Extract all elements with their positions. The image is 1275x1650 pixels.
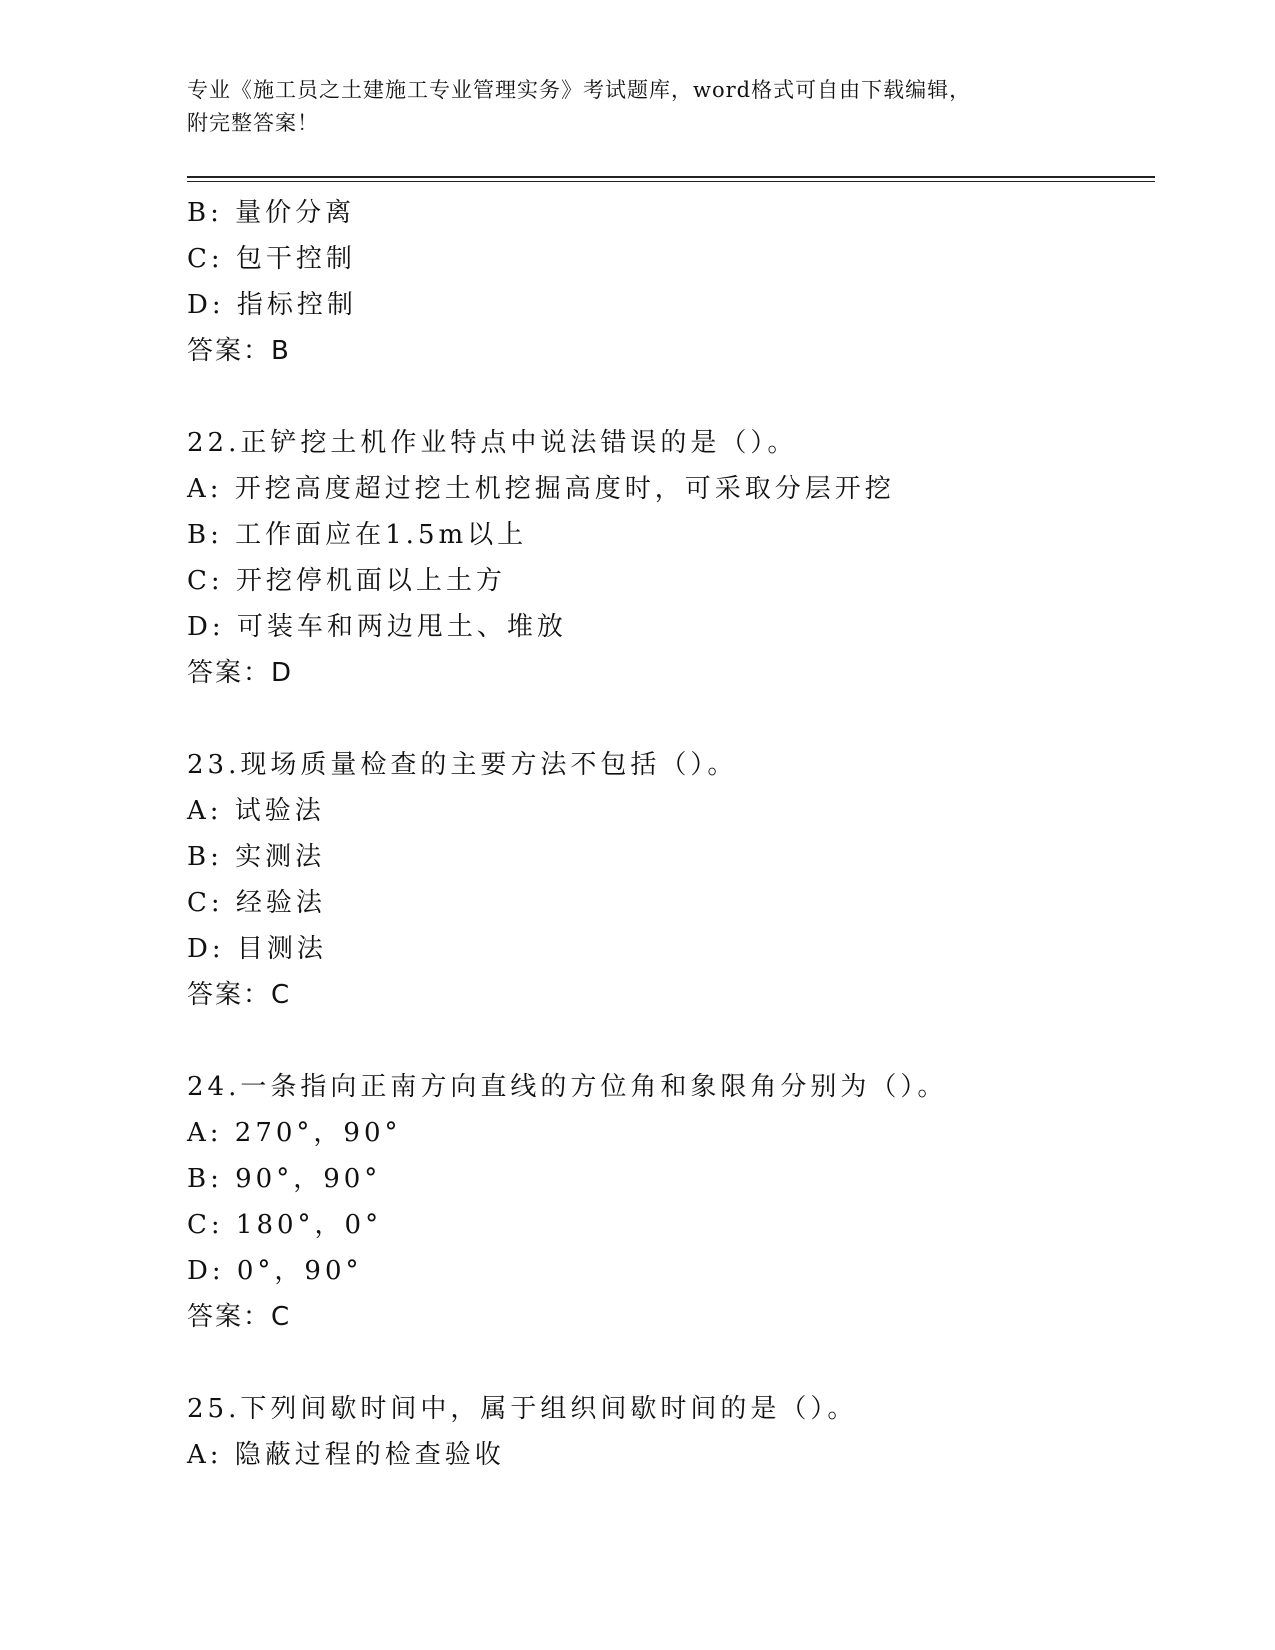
option-a: A: 270°，90° [187, 1118, 402, 1148]
option-b: B: 实测法 [187, 842, 326, 872]
option-c: C: 经验法 [187, 888, 326, 918]
spacer [187, 1018, 1155, 1064]
question-23 [187, 742, 1155, 1018]
question-25 [187, 1386, 1155, 1478]
answer: 答案：C [187, 980, 292, 1010]
question-21 [187, 190, 1155, 374]
answer: 答案：D [187, 658, 294, 688]
option-b: B: 90°，90° [187, 1164, 382, 1194]
answer: 答案：B [187, 336, 291, 366]
header-line-1: 专业《施工员之土建施工专业管理实务》考试题库，word格式可自由下载编辑， [187, 78, 972, 102]
spacer [187, 696, 1155, 742]
question-text: 22.正铲挖土机作业特点中说法错误的是（）。 [187, 428, 798, 458]
spacer [187, 374, 1155, 420]
option-c: C: 开挖停机面以上土方 [187, 566, 506, 596]
option-a: A: 开挖高度超过挖土机挖掘高度时，可采取分层开挖 [187, 474, 895, 504]
question-text: 24.一条指向正南方向直线的方位角和象限角分别为（）。 [187, 1072, 948, 1102]
header-line-2: 附完整答案！ [187, 111, 319, 135]
question-22 [187, 420, 1155, 696]
question-list [187, 190, 1155, 1478]
spacer [187, 1340, 1155, 1386]
option-c: C: 包干控制 [187, 244, 356, 274]
option-a: A: 试验法 [187, 796, 325, 826]
question-24 [187, 1064, 1155, 1340]
header-divider-thin [187, 181, 1155, 182]
option-b: B: 量价分离 [187, 198, 356, 228]
option-a: A: 隐蔽过程的检查验收 [187, 1440, 505, 1470]
document-header [187, 74, 1067, 140]
option-d: D: 0°，90° [187, 1256, 363, 1286]
option-b: B: 工作面应在1.5m以上 [187, 520, 528, 550]
header-divider-thick [187, 176, 1155, 178]
option-d: D: 目测法 [187, 934, 327, 964]
option-c: C: 180°，0° [187, 1210, 383, 1240]
answer: 答案：C [187, 1302, 292, 1332]
option-d: D: 可装车和两边甩土、堆放 [187, 612, 567, 642]
option-d: D: 指标控制 [187, 290, 357, 320]
question-text: 25.下列间歇时间中，属于组织间歇时间的是（）。 [187, 1394, 858, 1424]
question-text: 23.现场质量检查的主要方法不包括（）。 [187, 750, 738, 780]
